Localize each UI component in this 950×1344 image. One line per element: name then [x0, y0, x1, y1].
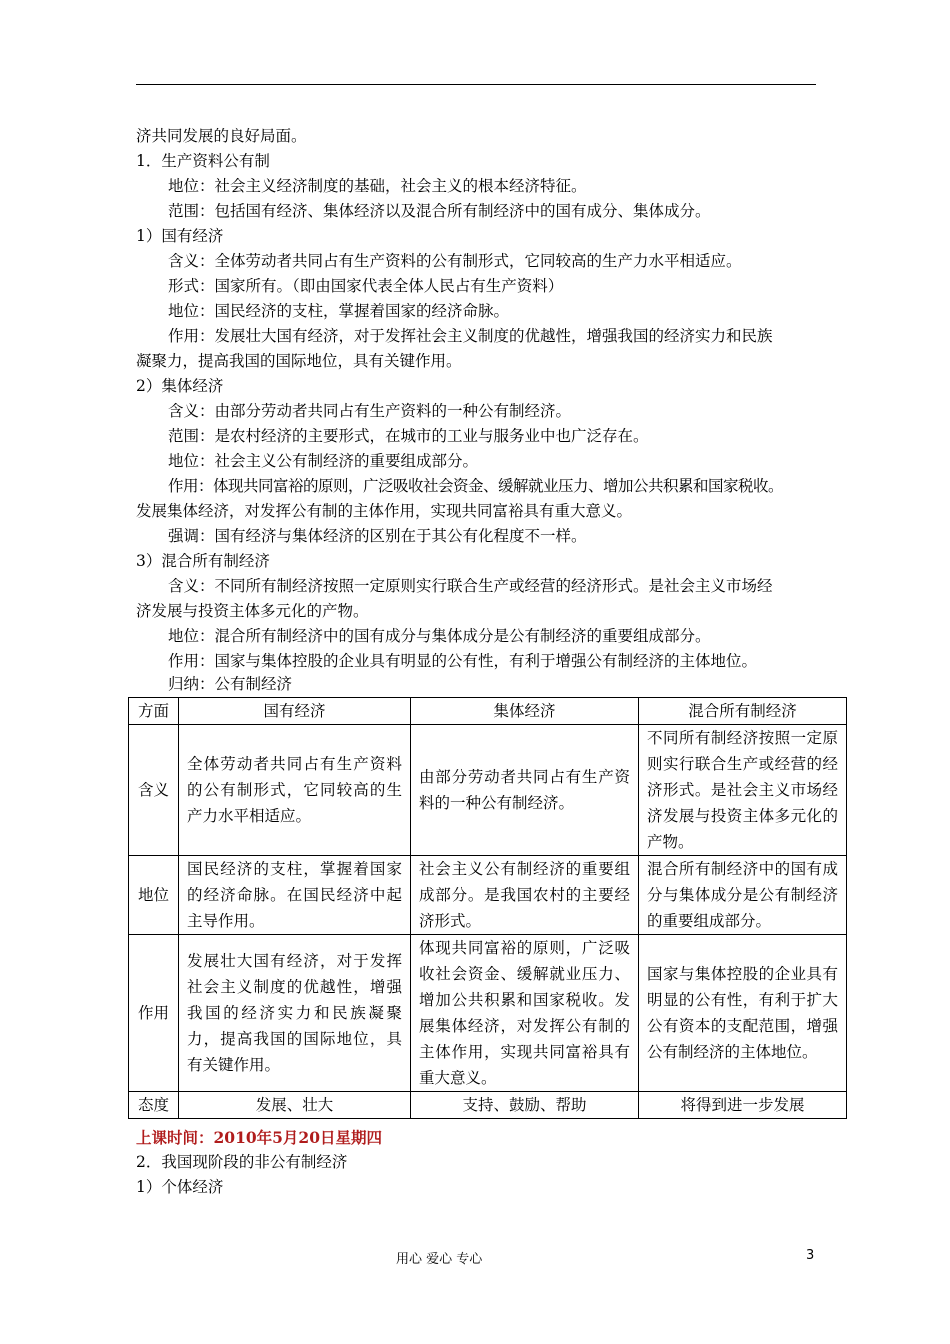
table-cell: 发展壮大国有经济，对于发挥社会主义制度的优越性，增强我国的经济实力和民族凝聚力，提高我国的国际地位，具有关键作用。: [179, 935, 411, 1092]
body-line: 地位：混合所有制经济中的国有成分与集体成分是公有制经济的重要组成部分。: [168, 627, 711, 645]
page-number: 3: [806, 1248, 815, 1263]
section-heading: 1．生产资料公有制: [136, 152, 270, 170]
table-header-cell: 国有经济: [179, 698, 411, 725]
table-cell: 由部分劳动者共同占有生产资料的一种公有制经济。: [411, 725, 639, 856]
table-cell: 混合所有制经济中的国有成分与集体成分是公有制经济的重要组成部分。: [639, 856, 847, 935]
body-line: 地位：国民经济的支柱，掌握着国家的经济命脉。: [168, 302, 510, 320]
body-line: 作用：发展壮大国有经济，对于发挥社会主义制度的优越性，增强我国的经济实力和民族: [168, 327, 773, 345]
table-header-row: [129, 698, 847, 725]
row-label: 作用: [129, 935, 179, 1092]
table-cell: 不同所有制经济按照一定原则实行联合生产或经营的经济形式。是社会主义市场经济发展与投资主体多元化的产物。: [639, 725, 847, 856]
body-line: 地位：社会主义经济制度的基础，社会主义的根本经济特征。: [168, 177, 587, 195]
subsection-heading: 2）集体经济: [136, 377, 224, 395]
row-label: 态度: [129, 1092, 179, 1119]
body-line: 形式：国家所有。（即由国家代表全体人民占有生产资料）: [168, 277, 564, 295]
table-cell: 发展、壮大: [179, 1092, 411, 1119]
subsection-heading: 3）混合所有制经济: [136, 552, 270, 570]
table-row: [129, 1092, 847, 1119]
body-line: 范围：包括国有经济、集体经济以及混合所有制经济中的国有成分、集体成分。: [168, 202, 711, 220]
body-line: 含义：不同所有制经济按照一定原则实行联合生产或经营的经济形式。是社会主义市场经: [168, 577, 773, 595]
body-line: 含义：由部分劳动者共同占有生产资料的一种公有制经济。: [168, 402, 572, 420]
table-row: [129, 935, 847, 1092]
summary-table: [128, 697, 847, 1119]
summary-label: 归纳：公有制经济: [168, 675, 293, 693]
footer-motto: 用心 爱心 专心: [396, 1252, 483, 1267]
subsection-heading: 1）个体经济: [136, 1178, 224, 1196]
class-date-line: 上课时间：2010年5月20日星期四: [136, 1128, 382, 1147]
row-label: 含义: [129, 725, 179, 856]
table-cell: 全体劳动者共同占有生产资料的公有制形式，它同较高的生产力水平相适应。: [179, 725, 411, 856]
table-cell: 社会主义公有制经济的重要组成部分。是我国农村的主要经济形式。: [411, 856, 639, 935]
subsection-heading: 1）国有经济: [136, 227, 224, 245]
table-cell: 将得到进一步发展: [639, 1092, 847, 1119]
table-cell: 国民经济的支柱，掌握着国家的经济命脉。在国民经济中起主导作用。: [179, 856, 411, 935]
body-line: 作用：国家与集体控股的企业具有明显的公有性，有利于增强公有制经济的主体地位。: [168, 652, 758, 670]
body-line: 含义：全体劳动者共同占有生产资料的公有制形式，它同较高的生产力水平相适应。: [168, 252, 742, 270]
body-line: 济发展与投资主体多元化的产物。: [136, 602, 369, 620]
table-header-cell: 混合所有制经济: [639, 698, 847, 725]
table-cell: 国家与集体控股的企业具有明显的公有性，有利于扩大公有资本的支配范围，增强公有制经济的主体地位。: [639, 935, 847, 1092]
table-row: [129, 725, 847, 856]
row-label: 地位: [129, 856, 179, 935]
body-line: 作用：体现共同富裕的原则，广泛吸收社会资金、缓解就业压力、增加公共积累和国家税收。: [168, 477, 784, 495]
table-header-cell: 集体经济: [411, 698, 639, 725]
table-header-cell: 方面: [129, 698, 179, 725]
body-line: 范围：是农村经济的主要形式，在城市的工业与服务业中也广泛存在。: [168, 427, 649, 445]
body-line: 凝聚力，提高我国的国际地位，具有关键作用。: [136, 352, 462, 370]
body-line: 地位：社会主义公有制经济的重要组成部分。: [168, 452, 479, 470]
table-row: [129, 856, 847, 935]
table-cell: 支持、鼓励、帮助: [411, 1092, 639, 1119]
header-rule: [136, 84, 816, 85]
body-line: 济共同发展的良好局面。: [136, 127, 307, 145]
body-line: 强调：国有经济与集体经济的区别在于其公有化程度不一样。: [168, 527, 587, 545]
table-cell: 体现共同富裕的原则，广泛吸收社会资金、缓解就业压力、增加公共积累和国家税收。发展集体经济，对发挥公有制的主体作用，实现共同富裕具有重大意义。: [411, 935, 639, 1092]
section-heading: 2．我国现阶段的非公有制经济: [136, 1153, 348, 1171]
body-line: 发展集体经济，对发挥公有制的主体作用，实现共同富裕具有重大意义。: [136, 502, 633, 520]
